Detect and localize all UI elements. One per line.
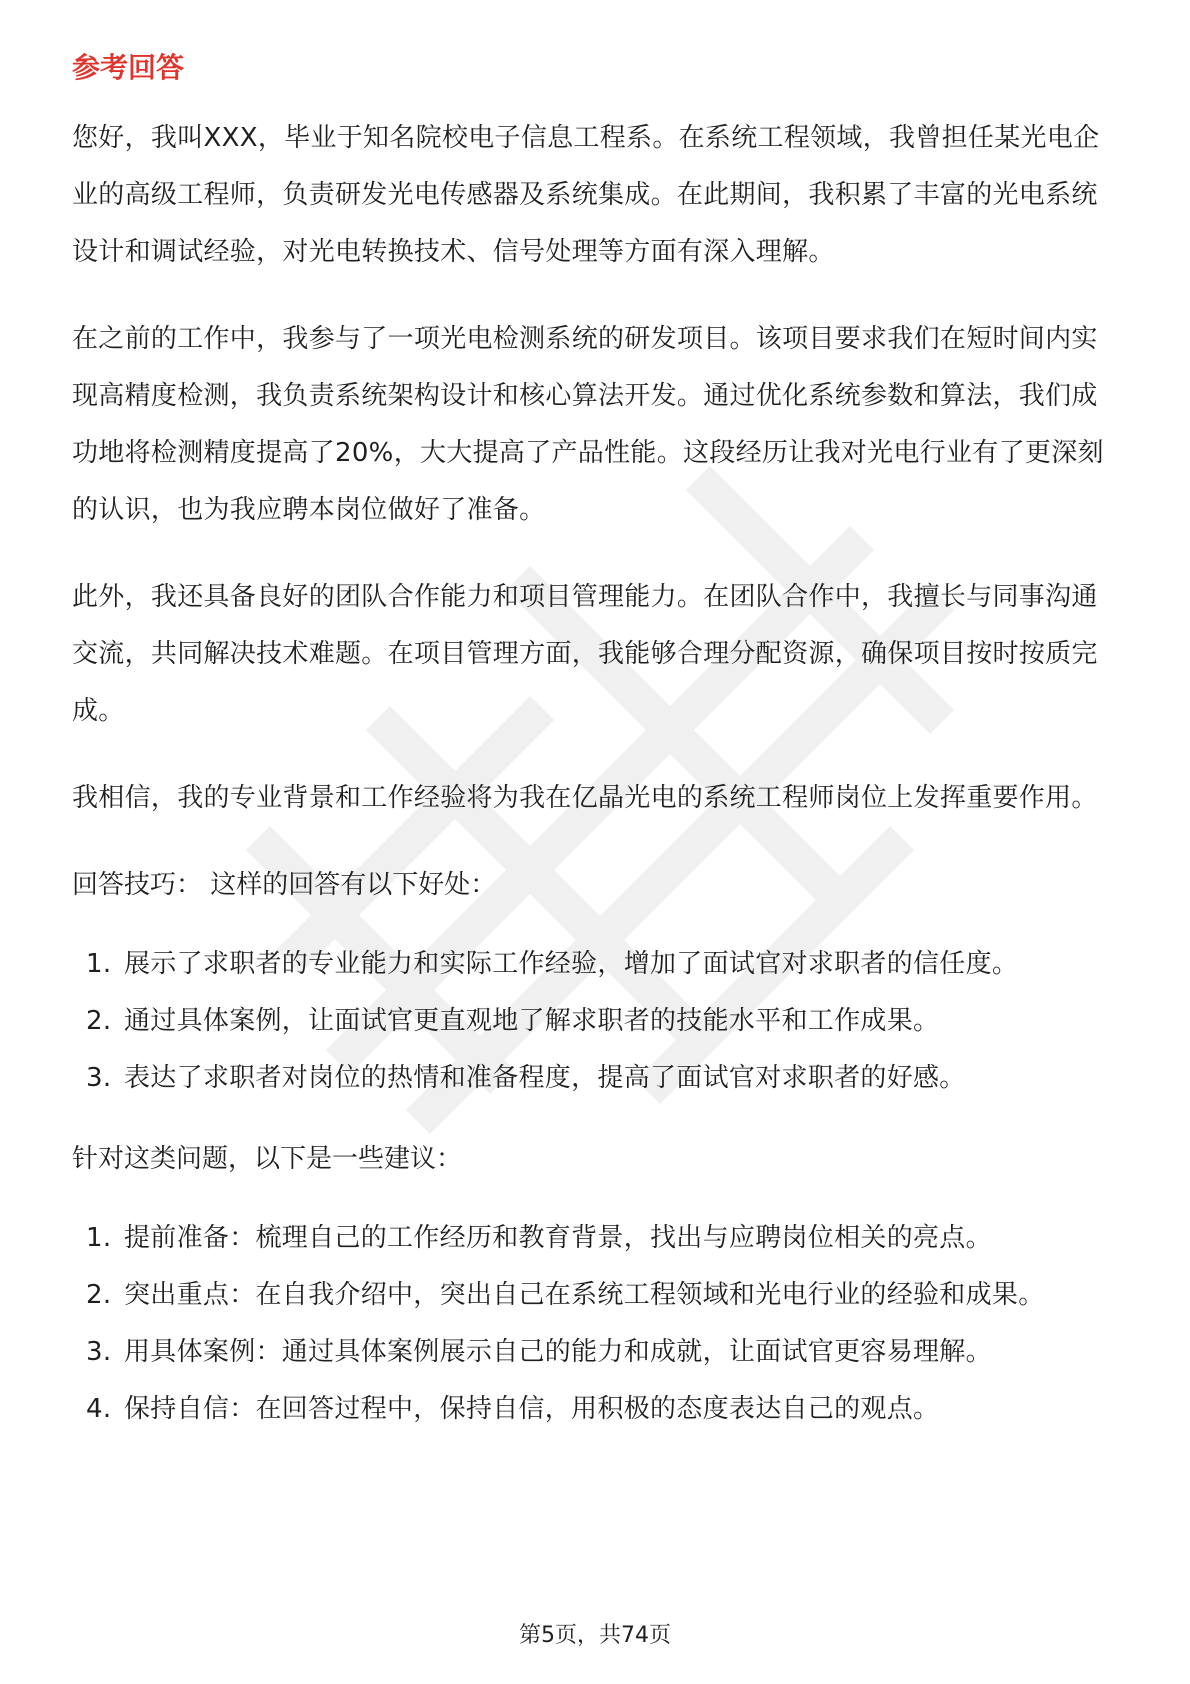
list-item — [72, 936, 1122, 993]
advice-list — [72, 1210, 1122, 1438]
list-number: 3. — [86, 1063, 112, 1093]
paragraph-teamwork: 此外，我还具备良好的团队合作能力和项目管理能力。在团队合作中，我擅长与同事沟通交流，共同解决技术难题。在项目管理方面，我能够合理分配资源，确保项目按时按质完成。 — [72, 582, 1098, 726]
tips-list — [72, 936, 1122, 1107]
list-item — [72, 993, 1122, 1050]
list-number: 2. — [86, 1006, 112, 1036]
list-text: 保持自信：在回答过程中，保持自信，用积极的态度表达自己的观点。 — [124, 1394, 940, 1424]
list-text: 表达了求职者对岗位的热情和准备程度，提高了面试官对求职者的好感。 — [124, 1063, 966, 1093]
list-number: 4. — [86, 1394, 112, 1424]
paragraph-experience: 在之前的工作中，我参与了一项光电检测系统的研发项目。该项目要求我们在短时间内实现高精度检测，我负责系统架构设计和核心算法开发。通过优化系统参数和算法，我们成功地将检测精度提高了20%，大大提高了产品性能。这段经历让我对光电行业有了更深刻的认识，也为我应聘本岗位做好了准备。 — [72, 324, 1104, 525]
list-item — [72, 1210, 1122, 1267]
list-text: 提前准备：梳理自己的工作经历和教育背景，找出与应聘岗位相关的亮点。 — [124, 1223, 992, 1253]
list-number: 2. — [86, 1280, 112, 1310]
list-item — [72, 1267, 1122, 1324]
document-body — [72, 48, 1122, 1462]
paragraph-intro: 您好，我叫XXX，毕业于知名院校电子信息工程系。在系统工程领域，我曾担任某光电企业的高级工程师，负责研发光电传感器及系统集成。在此期间，我积累了丰富的光电系统设计和调试经验，对光电转换技术、信号处理等方面有深入理解。 — [72, 123, 1100, 267]
list-item — [72, 1050, 1122, 1107]
list-number: 1. — [86, 1223, 112, 1253]
list-text: 突出重点：在自我介绍中，突出自己在系统工程领域和光电行业的经验和成果。 — [124, 1280, 1045, 1310]
paragraph-conclusion: 我相信，我的专业背景和工作经验将为我在亿晶光电的系统工程师岗位上发挥重要作用。 — [72, 783, 1098, 813]
advice-label: 针对这类问题，以下是一些建议： — [72, 1144, 463, 1174]
list-text: 用具体案例：通过具体案例展示自己的能力和成就，让面试官更容易理解。 — [124, 1337, 992, 1367]
section-title: 参考回答 — [72, 51, 185, 84]
page-number: 第5页，共74页 — [519, 1623, 671, 1648]
list-text: 展示了求职者的专业能力和实际工作经验，增加了面试官对求职者的信任度。 — [124, 949, 1019, 979]
list-item — [72, 1324, 1122, 1381]
list-text: 通过具体案例，让面试官更直观地了解求职者的技能水平和工作成果。 — [124, 1006, 940, 1036]
list-item — [72, 1381, 1122, 1438]
list-number: 1. — [86, 949, 112, 979]
list-number: 3. — [86, 1337, 112, 1367]
tips-label: 回答技巧： 这样的回答有以下好处： — [72, 870, 497, 900]
